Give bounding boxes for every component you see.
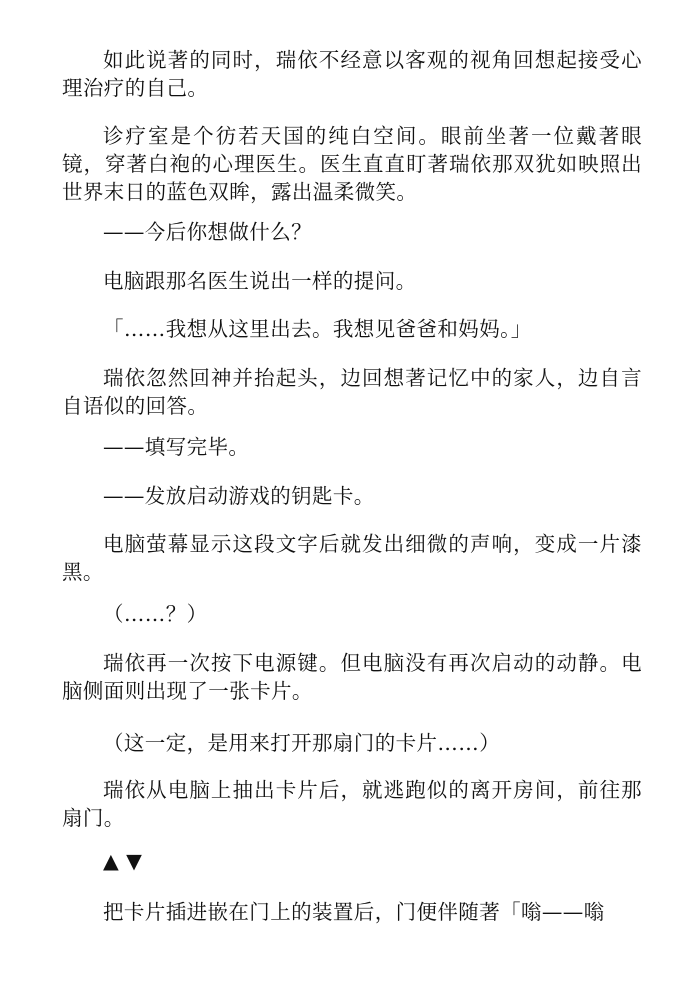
paragraph-5: 「……我想从这里出去。我想见爸爸和妈妈。」: [103, 317, 532, 341]
paragraph-1: 如此说著的同时，瑞依不经意以客观的视角回想起接受心理治疗的自己。: [62, 48, 642, 100]
paragraph-2: 诊疗室是个彷若天国的纯白空间。眼前坐著一位戴著眼镜，穿著白袍的心理医生。医生直直盯著瑞依那双犹如映照出世界末日的蓝色双眸，露出温柔微笑。: [62, 124, 642, 204]
paragraph-10: （……？）: [103, 602, 208, 626]
scene-break: ▲ ▼: [103, 849, 143, 873]
paragraph-7: ——填写完毕。: [103, 435, 250, 459]
paragraph-3: ——今后你想做什么？: [103, 220, 312, 244]
paragraph-11: 瑞依再一次按下电源键。但电脑没有再次启动的动静。电脑侧面则出现了一张卡片。: [62, 651, 642, 703]
paragraph-6: 瑞依忽然回神并抬起头，边回想著记忆中的家人，边自言自语似的回答。: [62, 366, 642, 418]
paragraph-8: ——发放启动游戏的钥匙卡。: [103, 484, 375, 508]
paragraph-14: 把卡片插进嵌在门上的装置后，门便伴随著「嗡——嗡: [103, 900, 605, 924]
paragraph-4: 电脑跟那名医生说出一样的提问。: [103, 269, 417, 293]
paragraph-9: 电脑萤幕显示这段文字后就发出细微的声响，变成一片漆黑。: [62, 532, 642, 584]
paragraph-12: （这一定，是用来打开那扇门的卡片……）: [103, 731, 501, 755]
paragraph-13: 瑞依从电脑上抽出卡片后，就逃跑似的离开房间，前往那扇门。: [62, 778, 642, 830]
